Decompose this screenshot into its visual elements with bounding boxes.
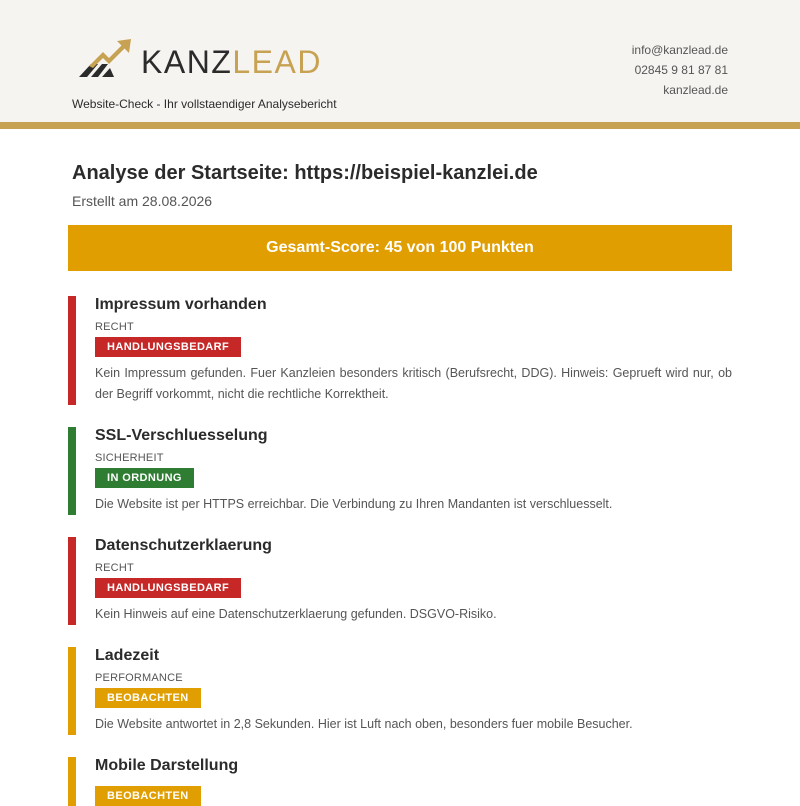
status-badge: BEOBACHTEN	[95, 786, 201, 806]
status-bar	[68, 296, 76, 405]
check-category: RECHT	[95, 321, 134, 333]
brand-name-part1: KANZ	[141, 44, 233, 80]
status-badge: HANDLUNGSBEDARF	[95, 337, 241, 357]
status-bar	[68, 647, 76, 735]
check-item-ssl	[68, 427, 732, 515]
page-title: Analyse der Startseite: https://beispiel-kanzlei.de	[72, 162, 538, 184]
check-title: Mobile Darstellung	[95, 757, 239, 774]
status-badge: BEOBACHTEN	[95, 688, 201, 708]
check-category: SICHERHEIT	[95, 452, 164, 464]
check-description: Die Website ist per HTTPS erreichbar. Die Verbindung zu Ihren Mandanten ist verschluesselt.	[95, 497, 613, 511]
report-subtitle: Website-Check - Ihr vollstaendiger Analysebericht	[72, 97, 337, 111]
total-score-text: Gesamt-Score: 45 von 100 Punkten	[266, 239, 534, 256]
contact-website[interactable]: kanzlead.de	[663, 83, 728, 97]
brand-name-part2: LEAD	[232, 44, 322, 80]
status-bar	[68, 537, 76, 625]
contact-phone: 02845 9 81 87 81	[634, 63, 728, 77]
check-category: PERFORMANCE	[95, 672, 183, 684]
header-divider	[0, 122, 800, 129]
contact-block	[632, 40, 728, 100]
check-item-datenschutz	[68, 537, 732, 625]
check-title: Ladezeit	[95, 647, 160, 664]
check-item-mobile	[68, 757, 732, 806]
brand-wordmark	[141, 46, 322, 78]
status-bar	[68, 757, 76, 806]
created-date: Erstellt am 28.08.2026	[72, 193, 213, 209]
check-description: Die Website antwortet in 2,8 Sekunden. Hier ist Luft nach oben, besonders fuer mobile Besucher.	[95, 717, 633, 731]
total-score-banner	[68, 225, 732, 271]
check-title: Impressum vorhanden	[95, 296, 267, 313]
check-title: Datenschutzerklaerung	[95, 537, 272, 554]
contact-email[interactable]: info@kanzlead.de	[631, 43, 728, 57]
brand-logo	[77, 38, 322, 80]
check-title: SSL-Verschluesselung	[95, 427, 268, 444]
check-description: Kein Hinweis auf eine Datenschutzerklaerung gefunden. DSGVO-Risiko.	[95, 607, 497, 621]
check-list	[68, 296, 732, 806]
check-category: RECHT	[95, 562, 134, 574]
check-item-ladezeit	[68, 647, 732, 735]
status-badge: IN ORDNUNG	[95, 468, 194, 488]
status-badge: HANDLUNGSBEDARF	[95, 578, 241, 598]
check-item-impressum	[68, 296, 732, 405]
status-bar	[68, 427, 76, 515]
check-description: Kein Impressum gefunden. Fuer Kanzleien besonders kritisch (Berufsrecht, DDG). Hinweis: Geprueft wird nur, ob der Begriff vorkommt, nicht die rechtliche Korrektheit.	[95, 366, 732, 401]
rising-arrow-logo-icon	[77, 38, 133, 80]
report-body	[0, 162, 800, 806]
report-header	[0, 0, 800, 122]
